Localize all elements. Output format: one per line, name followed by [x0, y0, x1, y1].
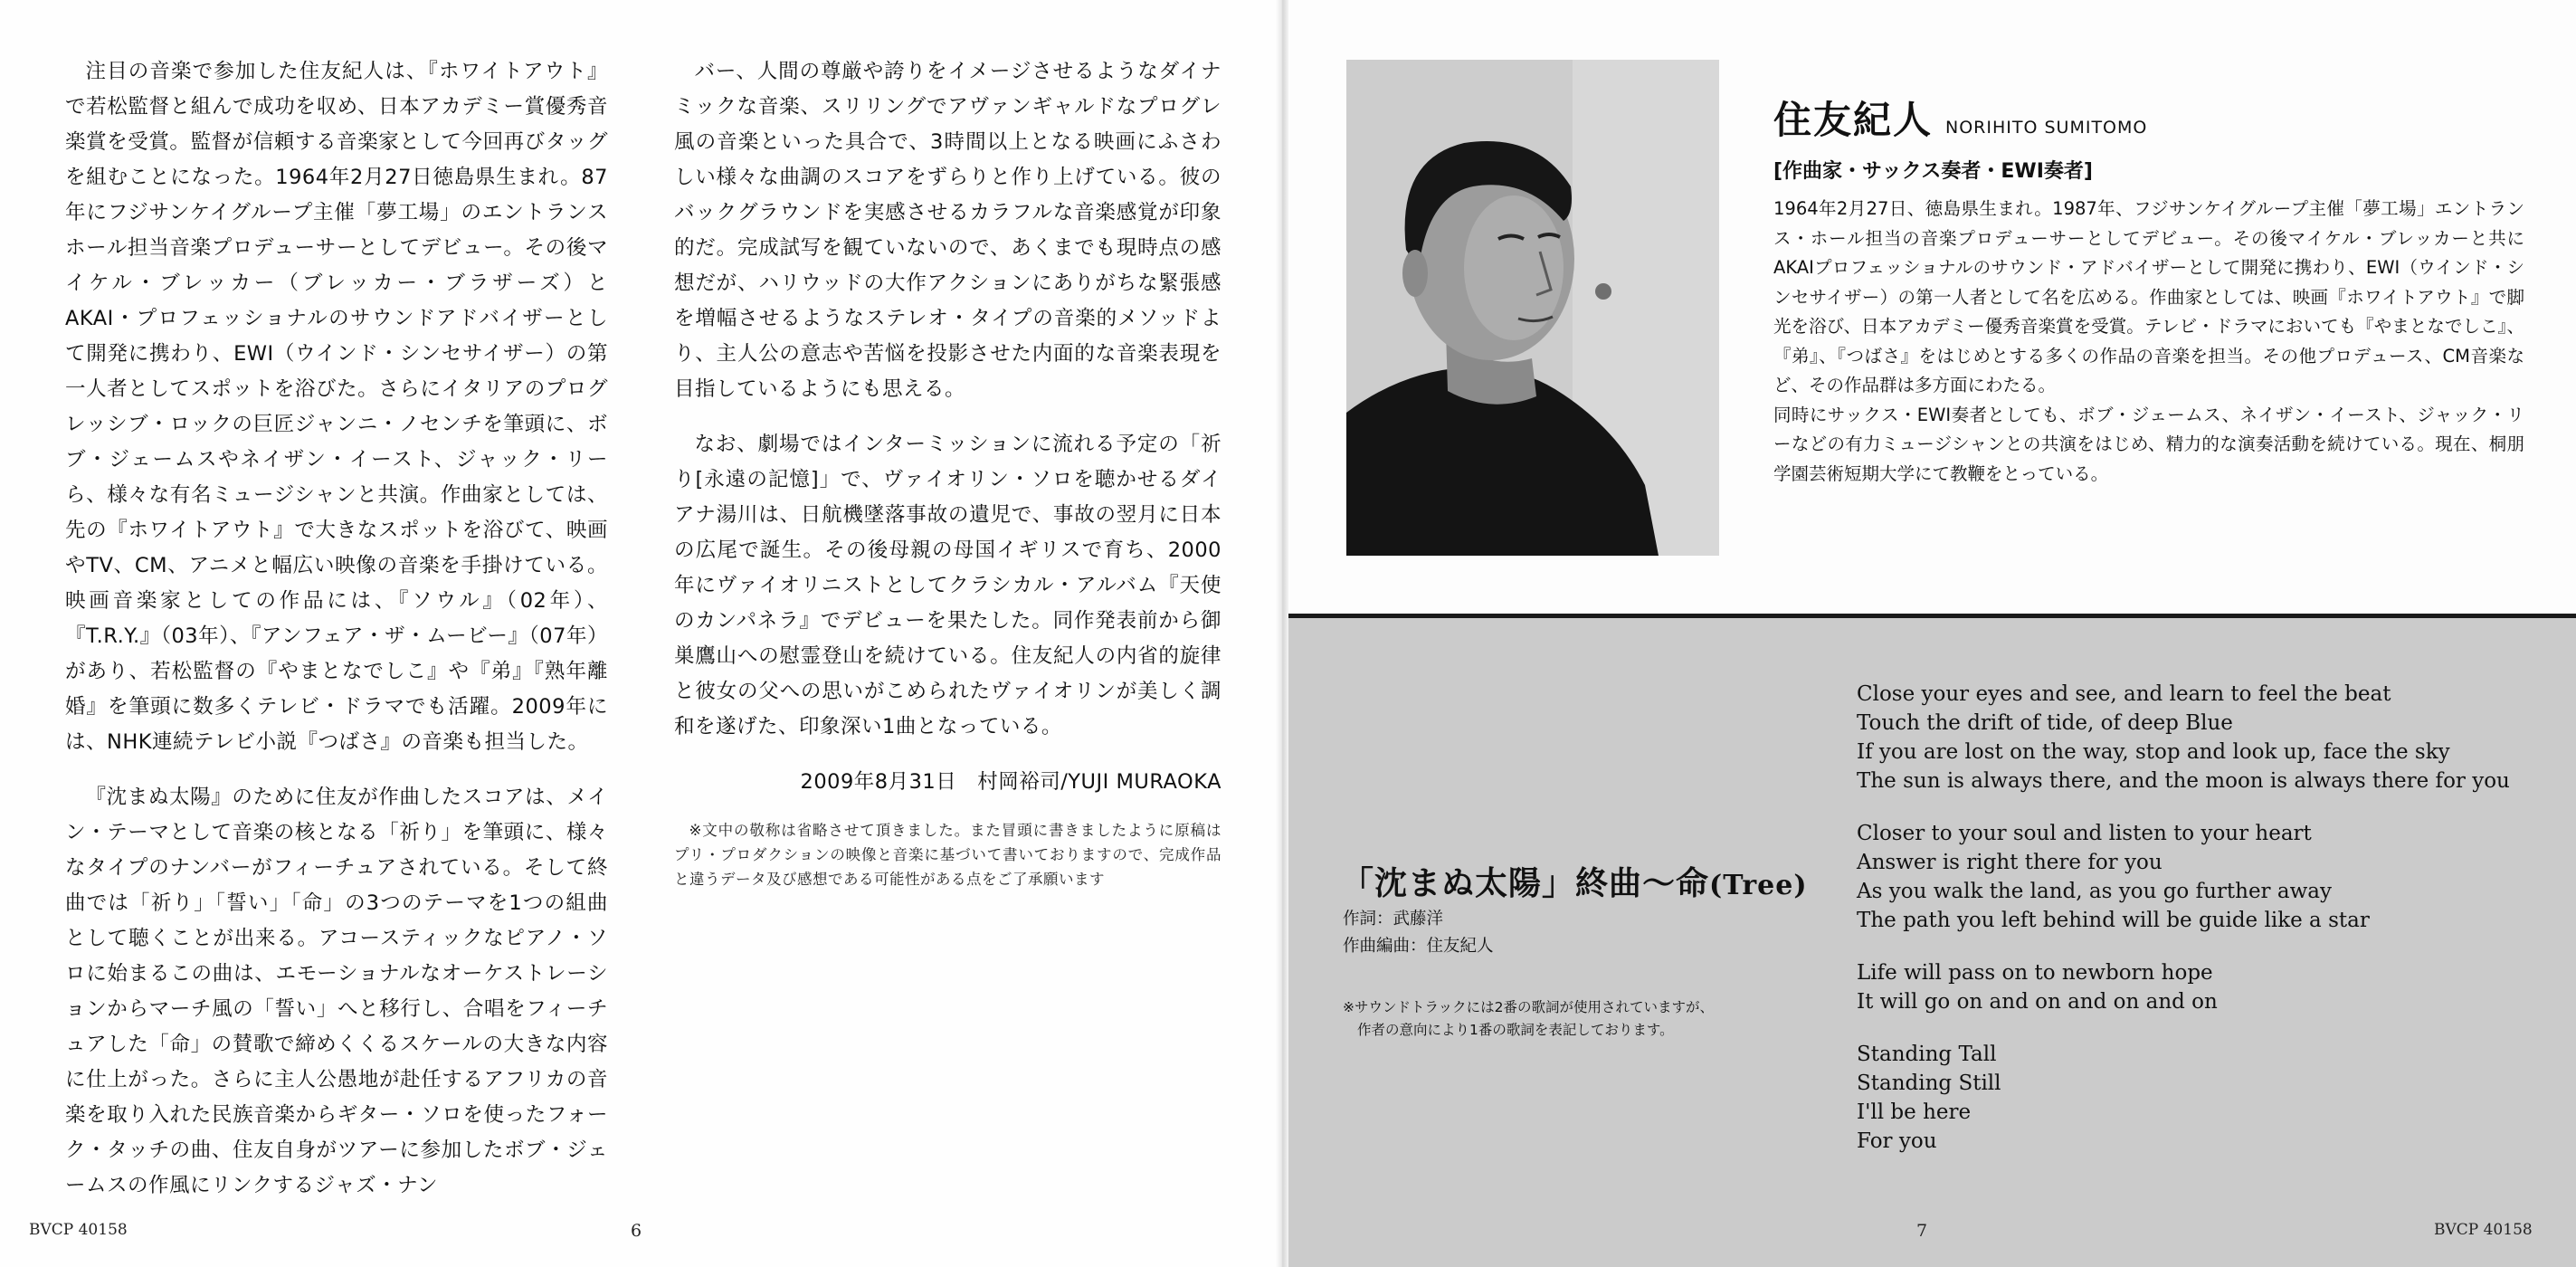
song-title-jp: 「沈まぬ太陽」終曲～命 [1341, 865, 1710, 902]
essay-paragraph: なお、劇場ではインターミッションに流れる予定の「祈り[永遠の記憶]」で、ヴァイオリン・ソロを聴かせるダイアナ湯川は、日航機墜落事故の遺児で、事故の翌月に日本の広尾で誕生。その後母親の母国イギリスで育ち、2000年にヴァイオリニストとしてクラシカル・アルバム『天使のカンパネラ』でデビューを果たした。同作発表前から御巣鷹山への慰霊登山を続けている。住友紀人の内省的旋律と彼女の父への思いがこめられたヴァイオリンが美しく調和を遂げた、印象深い1曲となっている。 [674, 433, 1221, 738]
footnote: ※文中の敬称は省略させて頂きました。また冒頭に書きましたように原稿はプリ・プロダクションの映像と音楽に基づいて書いておりますので、完成作品と違うデータ及び感想である可能性がある点をご了承願います [674, 822, 1221, 888]
lyric-line: For you [1857, 1129, 1937, 1153]
catalog-number-right: BVCP 40158 [2434, 1221, 2533, 1239]
page-number-7: 7 [1916, 1221, 1928, 1241]
bio-header [1773, 90, 2524, 145]
page-number-6: 6 [631, 1221, 642, 1241]
portrait-illustration [1346, 60, 1719, 556]
lyrics-stanza [1857, 819, 2510, 935]
song-title [1341, 858, 1808, 904]
lyric-line: The path you left behind will be guide like a star [1857, 909, 2370, 932]
lyrics-note [1343, 996, 1714, 1042]
lyric-line: Closer to your soul and listen to your heart [1857, 822, 2312, 845]
lyrics-stanza [1857, 1040, 2510, 1156]
essay-paragraph: 『沈まぬ太陽』のために住友が作曲したスコアは、メイン・テーマとして音楽の核となる「祈り」を筆頭に、様々なタイプのナンバーがフィーチュアされている。そして終曲では「祈り」「誓い」「命」の3つのテーマを1つの組曲として聴くことが出来る。アコースティックなピアノ・ソロに始まるこの曲は、エモーショナルなオーケストレーションからマーチ風の「誓い」へと移行し、合唱をフィーチュアした「命」の賛歌で締めくくるスケールの大きな内容に仕上がった。さらに主人公愚地が赴任するアフリカの音楽を取り入れた民族音楽からギター・ソロを使ったフォーク・タッチの曲、住友自身がツアーに参加したボブ・ジェームスの作風にリンクするジャズ・ナン [65, 786, 608, 1197]
lyrics [1857, 680, 2510, 1179]
lyrics-stanza [1857, 958, 2510, 1016]
artist-photo [1346, 60, 1719, 556]
book-gutter [1276, 0, 1288, 1267]
essay-column-1 [65, 54, 608, 1224]
lyric-line: If you are lost on the way, stop and look up, face the sky [1857, 740, 2450, 764]
lyric-line: Standing Tall [1857, 1043, 1997, 1066]
lyric-line: Life will pass on to newborn hope [1857, 961, 2213, 985]
lyrics-stanza [1857, 680, 2510, 795]
lyric-line: Standing Still [1857, 1072, 2001, 1095]
essay-paragraph: バー、人間の尊厳や誇りをイメージさせるようなダイナミックな音楽、スリリングでアヴァンギャルドなプログレ風の音楽といった具合で、3時間以上となる映画にふさわしい様々な曲調のスコアをずらりと作り上げている。彼のバックグラウンドを実感させるカラフルな音楽感覚が印象的だ。完成試写を観ていないので、あくまでも現時点の感想だが、ハリウッドの大作アクションにありがちな緊張感を増幅させるようなステレオ・タイプの音楽的メソッドより、主人公の意志や苦悩を投影させた内面的な音楽表現を目指しているようにも思える。 [674, 60, 1221, 401]
lyric-line: Answer is right there for you [1857, 851, 2163, 874]
bio-text [1773, 195, 2524, 489]
essay-column-2 [674, 54, 1221, 911]
left-page [0, 0, 1283, 1267]
lyric-line: It will go on and on and on and on [1857, 990, 2218, 1014]
lyric-line: I'll be here [1857, 1100, 1972, 1124]
author-signature: 2009年8月31日 村岡裕司/YUJI MURAOKA [800, 770, 1221, 794]
artist-bio [1773, 90, 2524, 489]
artist-name-romaji: NORIHITO SUMITOMO [1945, 118, 2148, 138]
bio-paragraph: 同時にサックス・EWI奏者としても、ボブ・ジェームス、ネイザン・イースト、ジャック・リーなどの有力ミュージシャンとの共演をはじめ、精力的な演奏活動を続けている。現在、桐朋学園芸術短期大学にて教鞭をとっている。 [1773, 404, 2524, 484]
composer-credit: 作曲編曲：住友紀人 [1343, 937, 1494, 956]
artist-roles: [作曲家・サックス奏者・EWI奏者] [1773, 160, 2093, 183]
catalog-number-left: BVCP 40158 [29, 1221, 128, 1239]
lyrics-note-line: ※サウンドトラックには2番の歌詞が使用されていますが、 [1343, 999, 1715, 1015]
essay-paragraph: 注目の音楽で参加した住友紀人は、『ホワイトアウト』で若松監督と組んで成功を収め、日本アカデミー賞優秀音楽賞を受賞。監督が信頼する音楽家として今回再びタッグを組むことになった。1964年2月27日徳島県生まれ。87年にフジサンケイグループ主催「夢工場」のエントランスホール担当音楽プロデューサーとしてデビュー。その後マイケル・ブレッカー（ブレッカー・ブラザーズ）とAKAI・プロフェッショナルのサウンドアドバイザーとして開発に携わり、EWI（ウインド・シンセサイザー）の第一人者としてスポットを浴びた。さらにイタリアのプログレッシブ・ロックの巨匠ジャンニ・ノセンチを筆頭に、ボブ・ジェームスやネイザン・イースト、ジャック・リー ら、様々な有名ミュージシャンと共演。作曲家としては、先の『ホワイトアウト』で大きなスポットを浴びて、映画やTV、CM、アニメと幅広い映像の音楽を手掛けている。映画音楽家としての作品には、『ソウル』（02年）、『T.R.Y.』（03年）、『アンフェア・ザ・ムービー』（07年）があり、若松監督の『やまとなでしこ』や『弟』『熟年離婚』を筆頭に数多くテレビ・ドラマでも活躍。2009年には、NHK連続テレビ小説『つばさ』の音楽も担当した。 [65, 60, 608, 754]
lyric-line: Close your eyes and see, and learn to feel the beat [1857, 682, 2391, 706]
lyricist-credit: 作詞：武藤洋 [1343, 910, 1444, 929]
bio-paragraph: 1964年2月27日、徳島県生まれ。1987年、フジサンケイグループ主催「夢工場」エントランス・ホール担当の音楽プロデューサーとしてデビュー。その後マイケル・ブレッカーと共にAKAIプロフェッショナルのサウンド・アドバイザーとして開発に携わり、EWI（ウインド・シンセサイザー）の第一人者として名を広める。作曲家としては、映画『ホワイトアウト』で脚光を浴び、日本アカデミー優秀音楽賞を受賞。テレビ・ドラマにおいても『やまとなでしこ』、『弟』、『つばさ』をはじめとする多くの作品の音楽を担当。その他プロデュース、CM音楽など、その作品群は多方面にわたる。 [1773, 198, 2524, 395]
song-title-en: (Tree) [1709, 870, 1808, 901]
song-credits [1343, 906, 1494, 960]
lyrics-note-line: 作者の意向により1番の歌詞を表記しております。 [1357, 1022, 1674, 1038]
lyric-line: The sun is always there, and the moon is always there for you [1857, 769, 2510, 793]
lyric-line: As you walk the land, as you go further away [1857, 880, 2332, 903]
lyric-line: Touch the drift of tide, of deep Blue [1857, 711, 2233, 735]
artist-name: 住友紀人 [1773, 98, 1934, 142]
